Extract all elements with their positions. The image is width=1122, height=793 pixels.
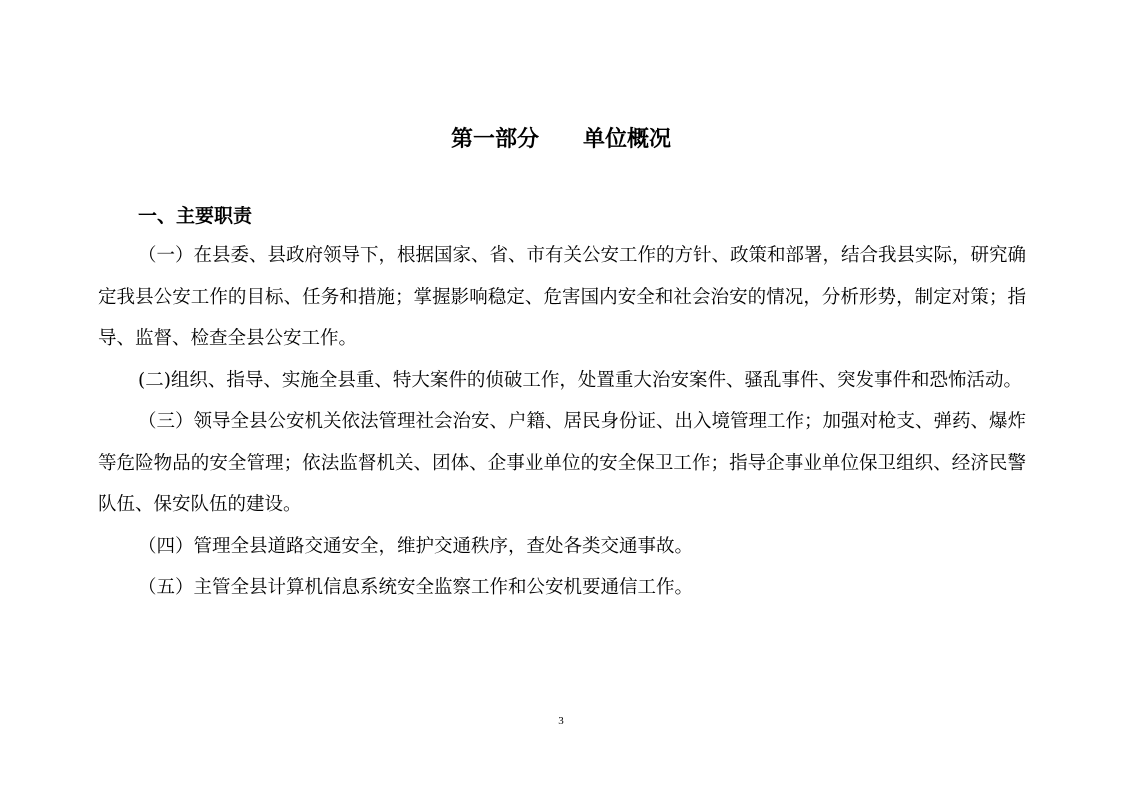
body-text [98, 235, 1026, 609]
paragraph-duty-1: （一）在县委、县政府领导下，根据国家、省、市有关公安工作的方针、政策和部署，结合我县实际，研究确定我县公安工作的目标、任务和措施；掌握影响稳定、危害国内安全和社会治安的情况，分析形势，制定对策；指导、监督、检查全县公安工作。 [98, 245, 1027, 349]
page-number: 3 [558, 715, 564, 727]
paragraph-duty-5: （五）主管全县计算机信息系统安全监察工作和公安机要通信工作。 [138, 577, 694, 598]
page-title: 第一部分 单位概况 [450, 127, 671, 152]
paragraph-duty-3: （三）领导全县公安机关依法管理社会治安、户籍、居民身份证、出入境管理工作；加强对枪支、弹药、爆炸等危险物品的安全管理；依法监督机关、团体、企事业单位的安全保卫工作；指导企事业单位保卫组织、经济民警队伍、保安队伍的建设。 [98, 411, 1027, 515]
paragraph-duty-4: （四）管理全县道路交通安全，维护交通秩序，查处各类交通事故。 [138, 535, 694, 557]
paragraph-duty-2: (二)组织、指导、实施全县重、特大案件的侦破工作，处置重大治安案件、骚乱事件、突发事件和恐怖活动。 [138, 369, 1022, 391]
section-heading: 一、主要职责 [138, 205, 253, 227]
